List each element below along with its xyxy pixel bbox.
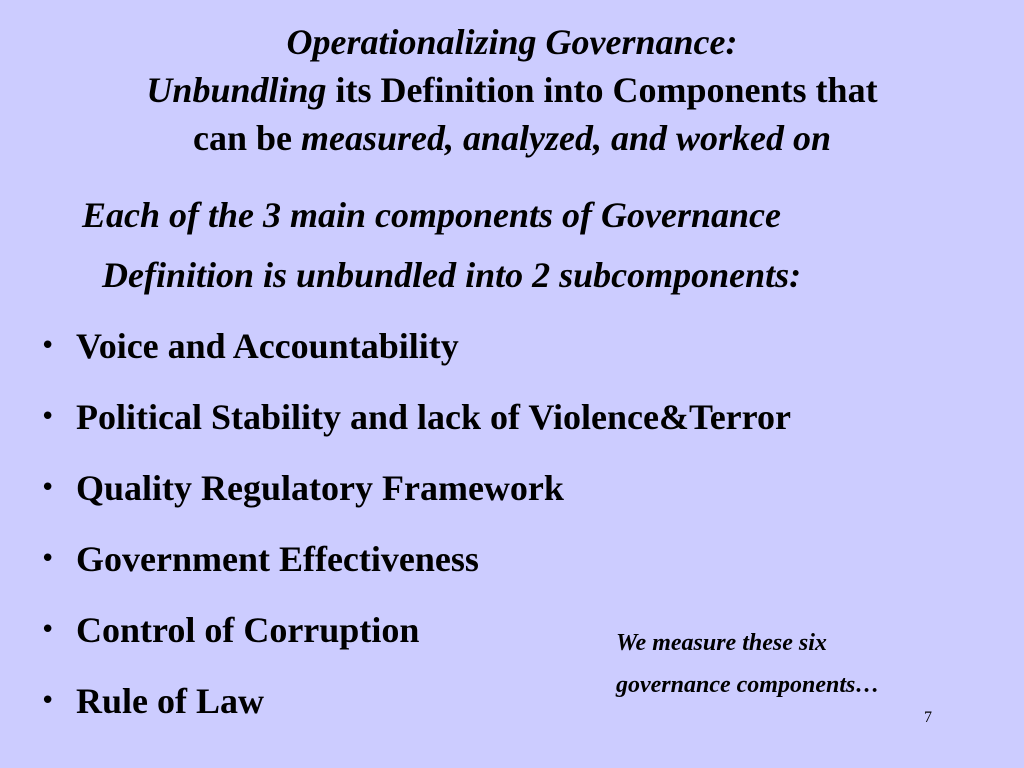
page-number: 7 [924,709,932,726]
bullet-voice-accountability: Voice and Accountability [76,326,459,366]
title-line-2 [0,68,1024,112]
note-line-2: governance components… [616,672,880,698]
bullet-control-of-corruption: Control of Corruption [76,610,420,650]
title-definition-into-components: its Definition into Components that [326,70,878,110]
bullet-rule-of-law: Rule of Law [76,681,264,721]
bullet-icon: • [40,473,56,503]
bullet-icon: • [40,331,56,361]
title-line-3 [0,116,1024,160]
bullet-icon: • [40,544,56,574]
bullet-regulatory-framework: Quality Regulatory Framework [76,468,564,508]
note-line-1: We measure these six [616,630,827,656]
title-unbundling: Unbundling [146,70,327,110]
title-line-1 [0,20,1024,64]
subtitle-line-2: Definition is unbundled into 2 subcomponents: [102,255,802,295]
bullet-icon: • [40,686,56,716]
title-can-be: can be [192,118,301,158]
bullet-icon: • [40,402,56,432]
title-operationalizing-governance: Operationalizing Governance: [286,22,738,62]
bullet-government-effectiveness: Government Effectiveness [76,539,479,579]
subtitle-line-1: Each of the 3 main components of Governance [82,195,781,235]
bullet-icon: • [40,615,56,645]
measurement-note [616,622,879,706]
title-measured-analyzed: measured, analyzed, and worked on [300,118,832,158]
bullet-political-stability: Political Stability and lack of Violence&Terror [76,397,791,437]
